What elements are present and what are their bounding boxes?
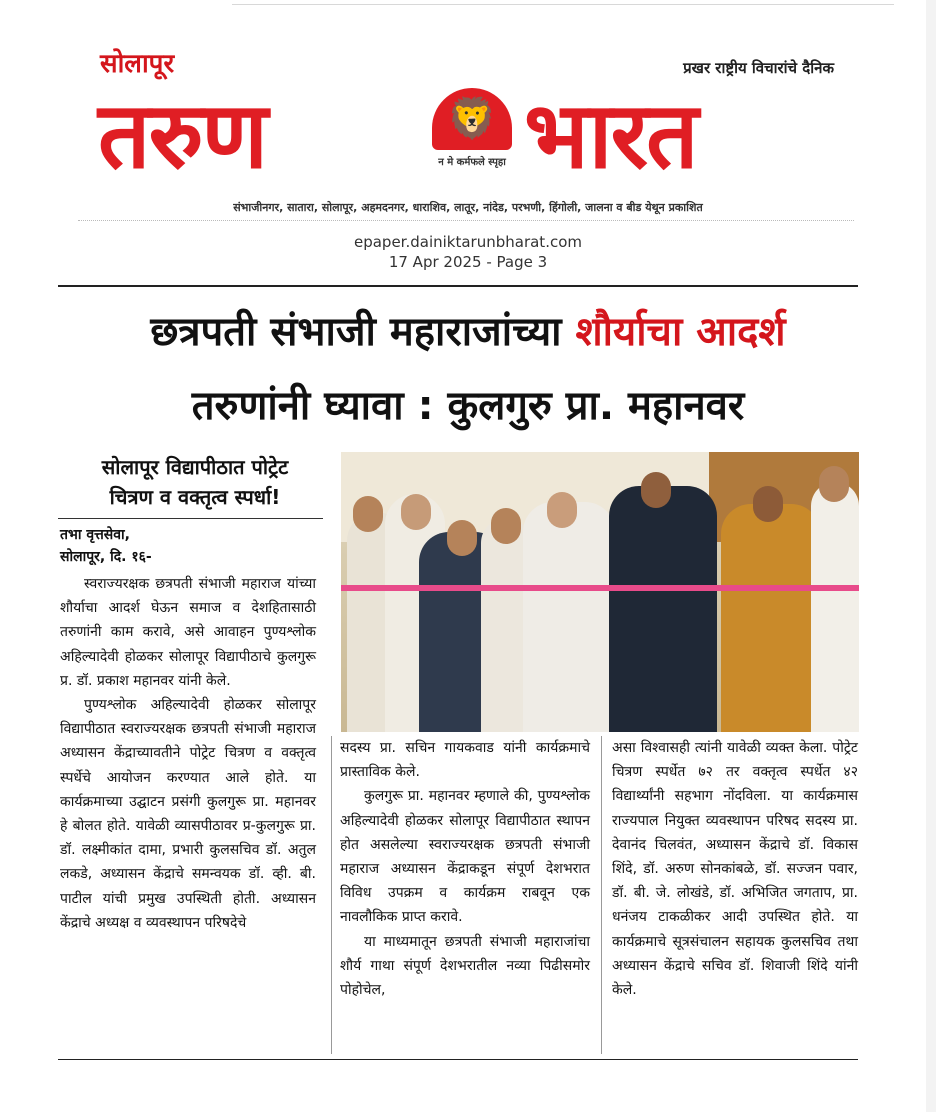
masthead-editions: संभाजीनगर, सातारा, सोलापूर, अहमदनगर, धाराशिव, लातूर, नांदेड, परभणी, हिंगोली, जालना व बीड येथून प्रकाशित bbox=[233, 201, 703, 214]
headline-line-2: तरुणांनी घ्यावा : कुलगुरु प्रा. महानवर bbox=[191, 383, 745, 429]
column-divider bbox=[601, 736, 602, 1054]
column-3-paragraph-1: असा विश्वासही त्यांनी यावेळी व्यक्त केला. पोट्रेट चित्रण स्पर्धेत ७२ तर वक्तृत्व स्पर्धेत ४२ विद्यार्थ्यांनी सहभाग नोंदविला. या कार्यक्रमास राज्यपाल नियुक्त व्यवस्थापन परिषद सदस्य प्रा. देवानंद चिलवंत, अध्यासन केंद्राचे डॉ. विकास शिंदे, डॉ. अरुण सोनकांबळे, डॉ. सज्जन पवार, डॉ. बी. जे. लोखंडे, डॉ. अभिजित जगताप, प्रा. धनंजय टाकळीकर आदी उपस्थित होते. या कार्यक्रमाचे सूत्रसंचालन सहायक कुलसचिव तथा अध्यासन केंद्राचे सचिव डॉ. शिवाजी शिंदे यांनी केले. bbox=[612, 740, 858, 999]
photo-head bbox=[753, 486, 783, 522]
masthead-title-right: भारत bbox=[524, 82, 697, 189]
photo-head bbox=[819, 466, 849, 502]
photo-head bbox=[447, 520, 477, 556]
epaper-site[interactable]: epaper.dainiktarunbharat.com bbox=[353, 233, 582, 251]
masthead-tagline: प्रखर राष्ट्रीय विचारांचे दैनिक bbox=[683, 59, 834, 77]
photo-head bbox=[491, 508, 521, 544]
photo-person bbox=[721, 504, 821, 732]
photo-head bbox=[401, 494, 431, 530]
photo-head bbox=[547, 492, 577, 528]
event-photo bbox=[341, 452, 859, 732]
masthead-city: सोलापूर bbox=[100, 49, 175, 79]
masthead-divider bbox=[78, 220, 854, 221]
article-column-3 bbox=[612, 736, 858, 1002]
column-divider bbox=[331, 736, 332, 1054]
lion-emblem bbox=[428, 88, 516, 180]
epaper-date-page: 17 Apr 2025 - Page 3 bbox=[388, 253, 548, 271]
column-2-paragraph-1: सदस्य प्रा. सचिन गायकवाड यांनी कार्यक्रमाचे प्रास्ताविक केले. bbox=[340, 740, 590, 781]
column-1-paragraph-1: स्वराज्यरक्षक छत्रपती संभाजी महाराज यांच्या शौर्याचा आदर्श घेऊन समाज व देशहितासाठी तरुणांनी काम करावे, असे आवाहन पुण्यश्लोक अहिल्यादेवी होळकर सोलापूर विद्यापीठाचे कुलगुरू प्र. डॉ. प्रकाश महानवर यांनी केले. bbox=[60, 576, 316, 689]
subheadline bbox=[68, 452, 322, 512]
headline-part-black: छत्रपती संभाजी महाराजांच्या bbox=[150, 309, 562, 355]
right-edge-bar bbox=[926, 0, 936, 1112]
article-column-2 bbox=[340, 736, 590, 1002]
photo-person bbox=[609, 486, 717, 732]
photo-head bbox=[641, 472, 671, 508]
headline-part-red: शौर्याचा आदर्श bbox=[575, 309, 786, 355]
inauguration-ribbon bbox=[341, 585, 859, 591]
lion-icon: 🦁 bbox=[447, 96, 497, 142]
subheadline-rule bbox=[58, 518, 323, 519]
photo-person bbox=[811, 482, 859, 732]
column-2-paragraph-3: या माध्यमातून छत्रपती संभाजी महाराजांचा शौर्य गाथा संपूर्ण देशभरातील नव्या पिढीसमोर पोहोचेल, bbox=[340, 933, 590, 999]
article-bottom-rule bbox=[58, 1059, 858, 1060]
subheadline-line-1: सोलापूर विद्यापीठात पोट्रेट bbox=[101, 455, 289, 479]
article-column-1 bbox=[60, 572, 316, 935]
photo-head bbox=[353, 496, 383, 532]
byline-dateline: सोलापूर, दि. १६- bbox=[60, 549, 152, 565]
emblem-motto: न मे कर्मफले स्पृहा bbox=[438, 157, 506, 168]
column-2-paragraph-2: कुलगुरू प्रा. महानवर म्हणाले की, पुण्यश्लोक अहिल्यादेवी होळकर सोलापूर विद्यापीठात स्थापन होत असलेल्या स्वराज्यरक्षक छत्रपती संभाजी महाराज अध्यासन केंद्राकडून संपूर्ण देशभरात विविध उपक्रम व कार्यक्रम राबवून एक नावलौकिक प्राप्त करावे. bbox=[340, 788, 590, 926]
headline-top-rule bbox=[58, 285, 858, 287]
headline-line-1 bbox=[0, 302, 936, 357]
subheadline-line-2: चित्रण व वक्तृत्व स्पर्धा! bbox=[109, 485, 281, 509]
masthead-title-left: तरुण bbox=[98, 82, 266, 189]
byline bbox=[60, 524, 152, 568]
column-1-paragraph-2: पुण्यश्लोक अहिल्यादेवी होळकर सोलापूर विद्यापीठात स्वराज्यरक्षक छत्रपती संभाजी महाराज अध्यासन केंद्राच्यावतीने पोट्रेट चित्रण व वक्तृत्व स्पर्धेचे आयोजन करण्यात आले होते. या कार्यक्रमाच्या उद्घाटन प्रसंगी कुलगुरू प्रा. महानवर हे बोलत होते. यावेळी व्यासपीठावर प्र-कुलगुरू प्रा. डॉ. लक्ष्मीकांत दामा, प्रभारी कुलसचिव डॉ. अतुल लकडे, अध्यासन केंद्राचे समन्वयक डॉ. व्ही. बी. पाटील यांची प्रमुख उपस्थिती होती. अध्यासन केंद्राचे अध्यक्ष व व्यवस्थापन परिषदेचे bbox=[60, 697, 316, 931]
top-border bbox=[232, 0, 894, 5]
epaper-info bbox=[0, 232, 936, 272]
byline-agency: तभा वृत्तसेवा, bbox=[60, 527, 130, 543]
photo-person bbox=[523, 502, 615, 732]
